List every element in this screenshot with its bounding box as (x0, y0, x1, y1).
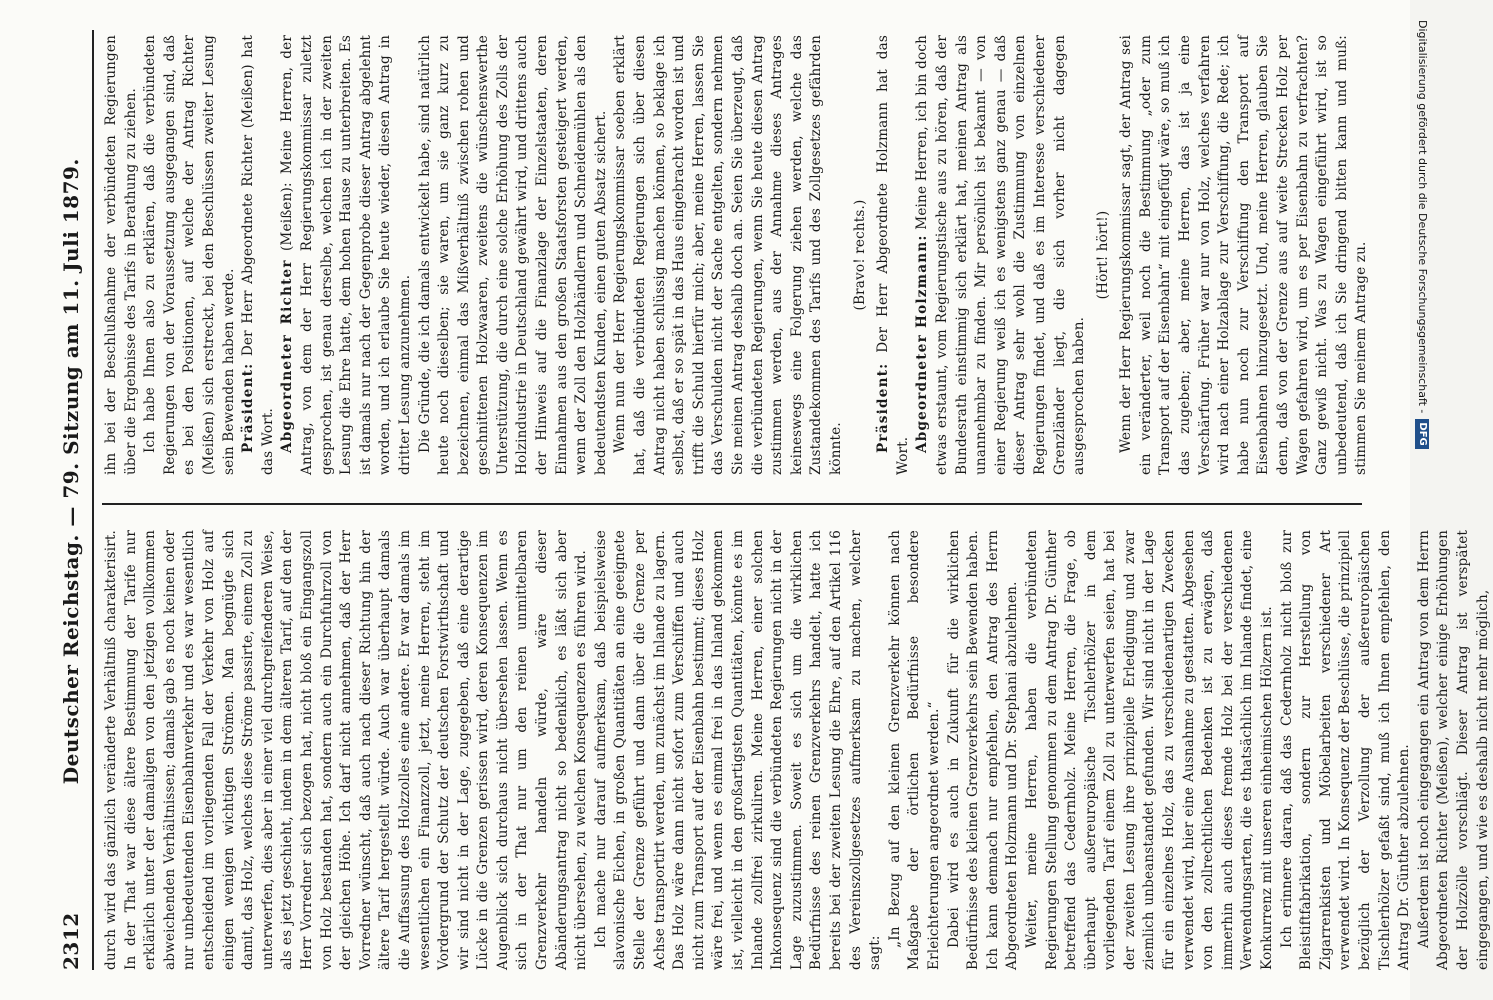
paragraph-text: ihn bei der Beschlußnahme der verbündeten Regierungen über die Ergebnisse des Tarifs in Berathung zu ziehen. (103, 35, 139, 475)
speaker-name: Abgeordneter Richter (279, 259, 296, 453)
digitization-notice (1414, 20, 1430, 980)
paragraph-text: Der Herr Abgeordnete Holzmann hat das Wort. (875, 35, 911, 475)
paragraph (611, 35, 846, 475)
paragraph (1117, 35, 1372, 475)
paragraph: Ich mache nur darauf aufmerksam, daß beispielsweise slavonische Eichen, in großen Quantitäten an eine geeignete Stelle der Grenze geführt und dann über die Grenze per Achse transportirt werden, um zunächst im Inlande zu lagern. Das Holz wäre dann nicht sofort zum Verschiffen und auch nicht zum Transport auf der Eisenbahn bestimmt; dieses Holz wäre frei, und wenn es einmal frei in das Inland gekommen ist, vielleicht in den großartigsten Quantitäten, könnte es im Inlande zollfrei zirkuliren. Meine Herren, einer solchen Inkonsequenz sind die verbündeten Regierungen nicht in der Lage zuzustimmen. Soweit es sich um die wirklichen Bedürfnisse des reinen Grenzverkehrs handelt, hatte ich bereits bei der zweiten Lesung die Ehre, auf den Artikel 116 des Vereinszollgesetzes aufmerksam zu machen, welcher sagt: (592, 530, 884, 970)
paragraph: Außerdem ist noch eingegangen ein Antrag von dem Herrn Abgeordneten Richter (Meißen), welcher einige Erhöhungen der Holzzölle vorschlägt. Dieser Antrag ist verspätet eingegangen, und wie es deshalb nicht mehr möglich, (1415, 530, 1491, 970)
speaker-name: Präsident: (240, 362, 257, 453)
speaker-name: Präsident: (875, 362, 892, 453)
paragraph-text: (Meißen): Meine Herren, der Antrag, von dem der Herr Regierungskommissar zuletzt gesprochen, ist genau derselbe, welchen ich in der zweiten Lesung die Ehre hatte, dem hohen Hause zu unterbreiten. Es ist damals nur nach der Gegenprobe dieser Antrag abgelehnt worden, und ich erlaube Sie heute wieder, diesen Antrag in dritter Lesung anzunehmen. (279, 35, 413, 475)
quotation: „In Bezug auf den kleinen Grenzverkehr können nach Maßgabe der örtlichen Bedürfnisse besondere Erleichterungen angeordnet werden.“ (886, 530, 942, 970)
paragraph-text: Die Gründe, die ich damals entwickelt habe, sind natürlich heute noch dieselben; sie waren, um sie ganz kurz zu bezeichnen, einmal das Mißverhältniß zwischen rohen und geschnittenen Holzwaaren, zweitens die wünschenswerthe Unterstützung, die durch eine solche Erhöhung des Zolls der Holzindustrie in Deutschland gewährt wird, und drittens auch der Hinweis auf die Finanzlage der Einzelstaaten, deren Einnahmen aus den großen Staatsforsten gesteigert werden, wenn der Zoll den Holzhändlern und Schneidemühlen als den bedeutendsten Kunden, einen guten Absatz sichert. (416, 35, 609, 475)
speech-paragraph (874, 35, 913, 475)
paragraph: Weiter, meine Herren, haben die verbündeten Regierungen Stellung genommen zu dem Antrag Dr. Günther betreffend das Cedernholz. Meine Herren, die Frage, ob überhaupt außereuropäische Tischlerhölzer in dem vorliegenden Tarif einem Zoll zu unterwerfen seien, hat bei der zweiten Lesung ihre prinzipielle Erledigung und zwar ziemlich unbeanstandet gefunden. Wir sind nicht in der Lage für ein einzelnes Holz, das zu verschiedenartigen Zwecken verwendet wird, hier eine Ausnahme zu gestatten. Abgesehen von den zollrechtlichen Bedenken ist zu erwägen, daß immerhin auch dieses fremde Holz bei der verschiedenen Verwendungsarten, die es thatsächlich im Inlande findet, eine Konkurrenz mit unseren einheimischen Hölzern ist. (1023, 530, 1276, 970)
dfg-logo: DFG (1415, 419, 1429, 448)
column-divider (102, 503, 1362, 505)
paragraph (416, 35, 612, 475)
header-rule (92, 30, 94, 970)
paragraph-text: Der Herr Abgeordnete Richter (Meißen) hat das Wort. (240, 35, 276, 475)
speech-paragraph (239, 35, 278, 475)
speaker-name: Abgeordneter Holzmann: (914, 234, 931, 453)
interjection: (Hört! hört!) (1094, 210, 1111, 300)
digitization-notice-text: Digitalisierung gefördert durch die Deutsche Forschungsgemeinschaft - (1416, 20, 1429, 414)
paragraph (102, 35, 141, 475)
paragraph-text: Ich habe Ihnen also zu erklären, daß die verbündeten Regierungen von der Voraussetzung ausgegangen sind, daß es bei den Positionen, auf welche der Antrag Richter (Meißen) sich erstreckt, bei den Beschlüssen zweiter Lesung sein Bewenden haben werde. (142, 35, 237, 475)
speech-paragraph (278, 35, 415, 475)
paragraph (141, 35, 239, 475)
paragraph-text: Meine Herren, ich bin doch etwas erstaunt, vom Regierungstische aus zu hören, daß der Bundesrath einstimmig sich erklärt hat, meinen Antrag als unannehmbar zu finden. Mir persönlich ist bekannt — von einer Regierung weiß ich es wenigstens ganz genau — daß dieser Antrag sehr wohl die Zustimmung von einzelnen Regierungen findet, und daß es im Interesse verschiedener Grenzländer liegt, die sich vorher nicht dagegen ausgesprochen haben. (914, 34, 1088, 475)
paragraph: Dabei wird es auch in Zukunft für die wirklichen Bedürfnisse des kleinen Grenzverkehrs sein Bewenden haben. Ich kann demnach nur empfehlen, den Antrag des Herrn Abgeordneten Holzmann und Dr. Stephani abzulehnen. (945, 530, 1021, 970)
paragraph: durch wird das gänzlich veränderte Verhältniß charakterisirt. In der That war diese ältere Bestimmung der Tarife nur erklärlich unter der damaligen von den jetzigen vollkommen abweichenden Verhältnissen; damals gab es noch keinen oder nur unbedeutenden Eisenbahnverkehr und es war wesentlich entscheidend im vorliegenden Fall der Verkehr von Holz auf einigen wenigen wichtigen Strömen. Man begnügte sich damit, das Holz, welches diese Ströme passirte, einem Zoll zu unterwerfen, dies aber in einer viel durchgreifenderen Weise, als es jetzt geschieht, indem in dem älteren Tarif, auf den der Herr Vorredner sich bezogen hat, nicht bloß ein Eingangszoll von Holz bestanden hat, sondern auch ein Durchfuhrzoll von der gleichen Höhe. Ich darf nicht annehmen, daß der Herr Vorredner wünscht, daß auch nach dieser Richtung hin der ältere Tarif hergestellt würde. Auch war überhaupt damals die Auffassung des Holzzolles eine andere. Er war damals im wesentlichen ein Finanzzoll, jetzt, meine Herren, steht im Vordergrund der Schutz der deutschen Forstwirthschaft und wir sind nicht in der Lage, zugegeben, daß eine derartige Lücke in die Grenzen gerissen wird, deren Konsequenzen im Augenblick sich durchaus nicht übersehen lassen. Wenn es sich in der That nur um den reinen unmittelbaren Grenzverkehr handeln würde, wäre dieser Abänderungsantrag nicht so bedenklich, es läßt sich aber nicht übersehen, zu welchen Konsequenzen es führen wird. (103, 530, 590, 970)
running-head (58, 30, 84, 970)
speech-paragraph (913, 35, 1089, 475)
right-text-column (102, 35, 1382, 475)
left-text-column (102, 530, 1491, 970)
interjection: (Bravo! rechts.) (851, 199, 868, 311)
paragraph: Ich erinnere daran, daß das Cedernholz nicht bloß zur Bleistiftfabrikation, sondern zur Herstellung von Zigarrenkisten und Möbelarbeiten verschiedener Art verwendet wird. In Konsequenz der Beschlüsse, die prinzipiell bezüglich der Verzollung der außereuropäischen Tischlerhölzer gefaßt sind, muß ich Ihnen empfehlen, den Antrag Dr. Günther abzulehnen. (1278, 530, 1413, 970)
page-number: 2312 (59, 912, 83, 970)
page-header-title: Deutscher Reichstag. — 79. Sitzung am 11. Juli 1879. (59, 158, 83, 785)
paragraph-text: Wenn der Herr Regierungskommissar sagt, der Antrag sei ein veränderter, weil noch die Bestimmung „oder zum Transport auf der Eisenbahn“ mit eingefügt wäre, so muß ich das zugeben; aber, meine Herren, das ist ja eine Verschärfung. Früher war nur von Holz, welches verfahren wird nach einer Holzablage zur Verschiffung, die Rede; ich habe nun noch zur Verschiffung den Transport auf Eisenbahnen hinzugesetzt. Und, meine Herren, glauben Sie denn, daß von der Grenze aus auf weite Strecken Holz per Wagen gefahren wird, um es per Eisenbahn zu verfrachten? Ganz gewiß nicht. Was zu Wagen eingeführt wird, ist so unbedeutend, daß ich Sie dringend bitten kann und muß: stimmen Sie meinem Antrage zu. (1118, 35, 1370, 475)
paragraph-text: Wenn nun der Herr Regierungskommissar soeben erklärt hat, daß die verbündeten Regierungen sich über diesen Antrag nicht haben schlüssig machen können, so beklage ich selbst, daß er so spät in das Haus eingebracht worden ist und trifft die Schuld hierfür mich; aber, meine Herren, lassen Sie das Verschulden nicht der Sache entgelten, sondern nehmen Sie meinen Antrag deshalb doch an. Seien Sie überzeugt, daß die verbündeten Regierungen, wenn Sie heute diesen Antrag zustimmen werden, aus der Annahme dieses Antrages keineswegs eine Folgerung ziehen werden, welche das Zustandekommen des Tarifs und des Zollgesetzes gefährden könnte. (612, 35, 844, 475)
